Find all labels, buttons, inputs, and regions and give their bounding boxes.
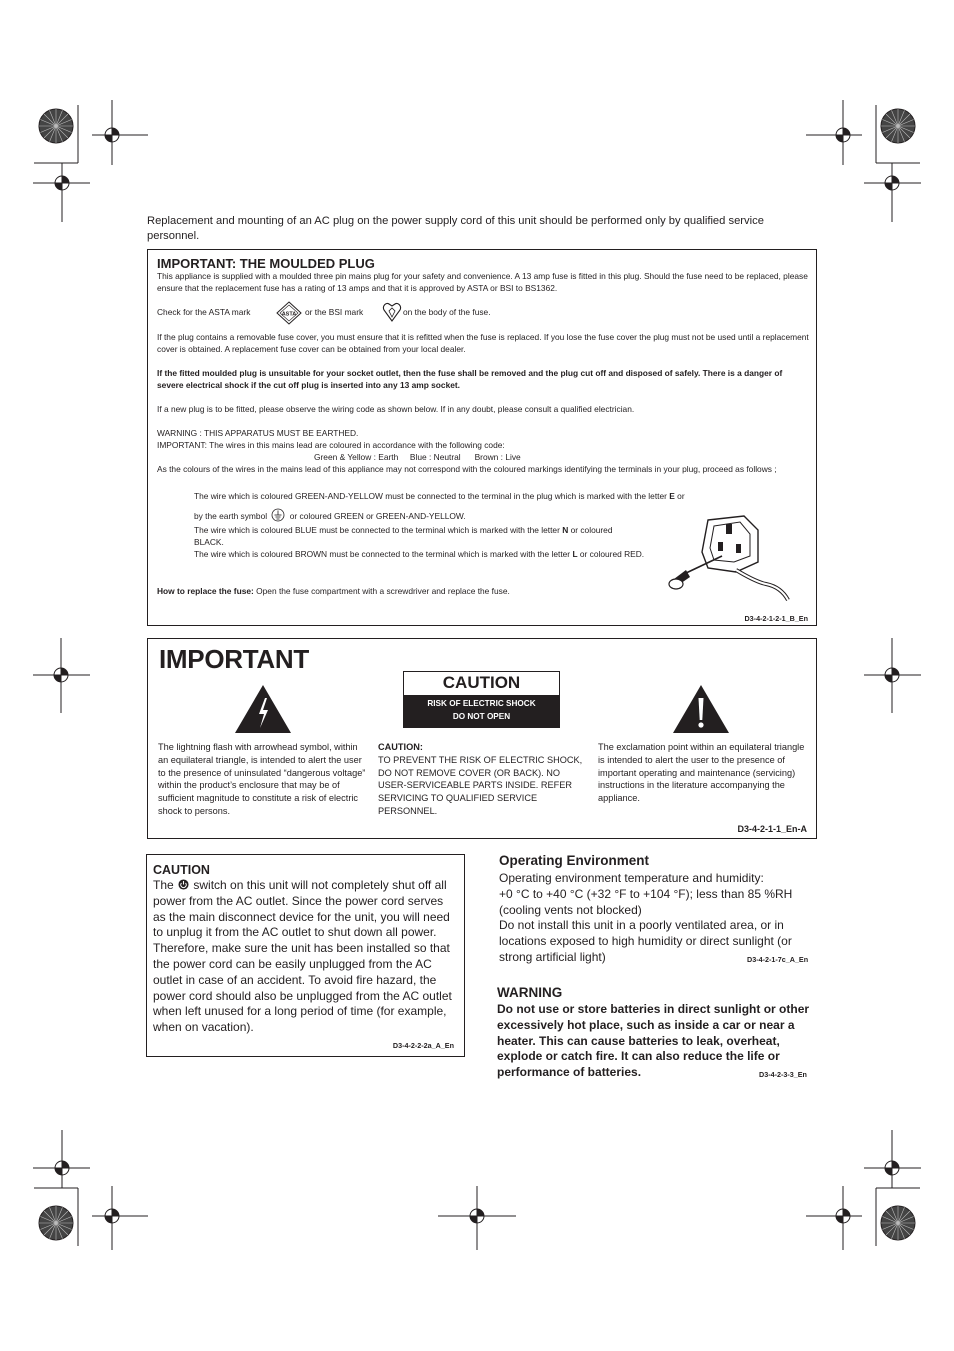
wire3-letter: L [572, 549, 578, 559]
important-wires-line: IMPORTANT: The wires in this mains lead are coloured in accordance with the following code: [157, 440, 505, 450]
plug-paragraph-4: If a new plug is to be fitted, please observe the wiring code as shown below. If in any doubt, please consult a qualified electrician. [157, 404, 635, 414]
wire2-letter: N [562, 525, 569, 535]
operating-code: D3-4-2-1-7c_A_En [747, 955, 809, 964]
wire1-letter: E [669, 491, 675, 501]
caution-power-text-b: switch on this unit will not completely shut off all power from the AC outlet. Since the power cord serves as the main disconnect device for the unit, you will need to unplug it from the AC outlet to shut down all power. Therefore, make sure the unit has been installed so that the power cord can be easily unplugged from the AC outlet in case of an accident. To avoid fire hazard, the power cord should also be unplugged from the AC outlet when left unused for a long period of time (for example, when on vacation). [153, 878, 452, 1035]
wire2-text-a: The wire which is coloured BLUE must be connected to the terminal which is marked with the letter [194, 525, 560, 535]
check-marks-line [157, 301, 811, 323]
plug-paragraph-1: This appliance is supplied with a moulded three pin mains plug for your safety and convenience. A 13 amp fuse is fitted in this plug. Should the fuse need to be replaced, please ensure that the replacement fuse has a rating of 13 amps and that it is approved by ASTA or BSI to BS1362. [157, 271, 808, 293]
wire-blue [194, 525, 634, 549]
exclamation-explanation: The exclamation point within an equilateral triangle is intended to alert the user to the presence of important operating and maintenance (servicing) instructions in the literature accompanying the appliance. [598, 742, 805, 804]
important-box-code: D3-4-2-1-1_En-A [737, 824, 807, 834]
svg-text:ASTA: ASTA [281, 311, 297, 318]
colour-code-line: Green & Yellow : Earth Blue : Neutral Brown : Live [314, 452, 521, 462]
plug-box-code: D3-4-2-1-2-1_B_En [744, 614, 808, 623]
caution-label-line2: DO NOT OPEN [452, 711, 511, 721]
standby-power-icon [178, 879, 189, 890]
warning-code: D3-4-2-3-3_En [759, 1070, 807, 1079]
caution-explanation-title: CAUTION: [378, 742, 423, 752]
check-text-b: or the BSI mark [305, 307, 364, 317]
wire-brown [194, 549, 649, 561]
plug-paragraph-3-bold: If the fitted moulded plug is unsuitable for your socket outlet, then the fuse shall be removed and the plug cut off and disposed of safely. There is a danger of severe electrical shock if the cut off plug is inserted into any 13 amp socket. [157, 368, 783, 390]
caution-power-text [153, 878, 456, 1036]
plug-screwdriver-illustration [666, 512, 796, 602]
caution-power-code: D3-4-2-2-2a_A_En [392, 1041, 454, 1050]
caution-label-title: CAUTION [442, 673, 521, 692]
fuse-replace-line [157, 586, 510, 598]
check-text-a: Check for the ASTA mark [157, 307, 251, 317]
wire3-text-b: or coloured RED. [579, 549, 645, 559]
fuse-replace-text: Open the fuse compartment with a screwdriver and replace the fuse. [256, 586, 510, 596]
exclamation-triangle-icon [672, 684, 730, 734]
plug-paragraph-2: If the plug contains a removable fuse cover, you must ensure that it is refitted when the fuse is replaced. If you lose the fuse cover the plug must not be used until a replacement cover is obtained. A replacement fuse cover can be obtained from your local dealer. [157, 332, 809, 354]
caution-explanation-text: TO PREVENT THE RISK OF ELECTRIC SHOCK, DO NOT REMOVE COVER (OR BACK). NO USER-SERVICEABLE PARTS INSIDE. REFER SERVICING TO QUALIFIED SERVICE PERSONNEL. [378, 754, 583, 816]
wire1-text-c: by the earth symbol [194, 511, 268, 521]
caution-label-line1: RISK OF ELECTRIC SHOCK [427, 699, 536, 708]
caution-power-box [146, 854, 465, 1057]
caution-label-warning [404, 695, 559, 727]
caution-label [403, 671, 560, 728]
caution-explanation [378, 741, 588, 818]
warning-title: WARNING [497, 985, 563, 1000]
warning-earthed-line: WARNING : THIS APPARATUS MUST BE EARTHED. [157, 428, 359, 438]
operating-line-3: Do not install this unit in a poorly ventilated area, or in locations exposed to high humidity or direct sunlight (or strong artificial light) [499, 918, 792, 964]
moulded-plug-box [147, 249, 817, 626]
operating-line-1: Operating environment temperature and humidity: [499, 871, 764, 885]
caution-power-text-a: The [153, 878, 174, 892]
colours-note: As the colours of the wires in the mains lead of this appliance may not correspond with the coloured markings identifying the terminals in your plug, proceed as follows ; [157, 464, 777, 474]
wire1-text-b: or [677, 491, 685, 501]
bsi-kitemark-icon [382, 301, 402, 323]
caution-power-title: CAUTION [153, 863, 210, 877]
check-text-c: on the body of the fuse. [403, 307, 491, 317]
wire1-text-a: The wire which is coloured GREEN-AND-YELLOW must be connected to the terminal in the plug which is marked with the letter [194, 491, 667, 501]
intro-paragraph: Replacement and mounting of an AC plug on the power supply cord of this unit should be performed only by qualified service personnel. [147, 215, 764, 242]
earth-symbol-icon [271, 508, 285, 522]
asta-mark-icon [276, 301, 302, 325]
lightning-triangle-icon [234, 684, 292, 734]
important-box [147, 638, 817, 839]
operating-line-2: +0 °C to +40 °C (+32 °F to +104 °F); less than 85 %RH (cooling vents not blocked) [499, 887, 793, 917]
lightning-explanation: The lightning flash with arrowhead symbol, within an equilateral triangle, is intended to alert the user to the presence of uninsulated “dangerous voltage” within the product’s enclosure that may be of sufficient magnitude to constitute a risk of electric shock to persons. [158, 742, 366, 816]
important-title: IMPORTANT [159, 644, 309, 674]
warning-text: Do not use or store batteries in direct sunlight or other excessively hot place, such as inside a car or near a heater. This can cause batteries to leak, overheat, explode or catch fire. It can also reduce the life or performance of batteries. [497, 1002, 810, 1080]
wire3-text-a: The wire which is coloured BROWN must be connected to the terminal which is marked with the letter [194, 549, 571, 559]
moulded-plug-title: IMPORTANT: THE MOULDED PLUG [157, 256, 375, 271]
operating-title: Operating Environment [499, 853, 650, 868]
wire-green-yellow [194, 491, 811, 503]
fuse-replace-label: How to replace the fuse: [157, 586, 254, 596]
wire1-text-d: or coloured GREEN or GREEN-AND-YELLOW. [289, 511, 466, 521]
wire2-text-b: or coloured BLACK. [194, 525, 613, 547]
